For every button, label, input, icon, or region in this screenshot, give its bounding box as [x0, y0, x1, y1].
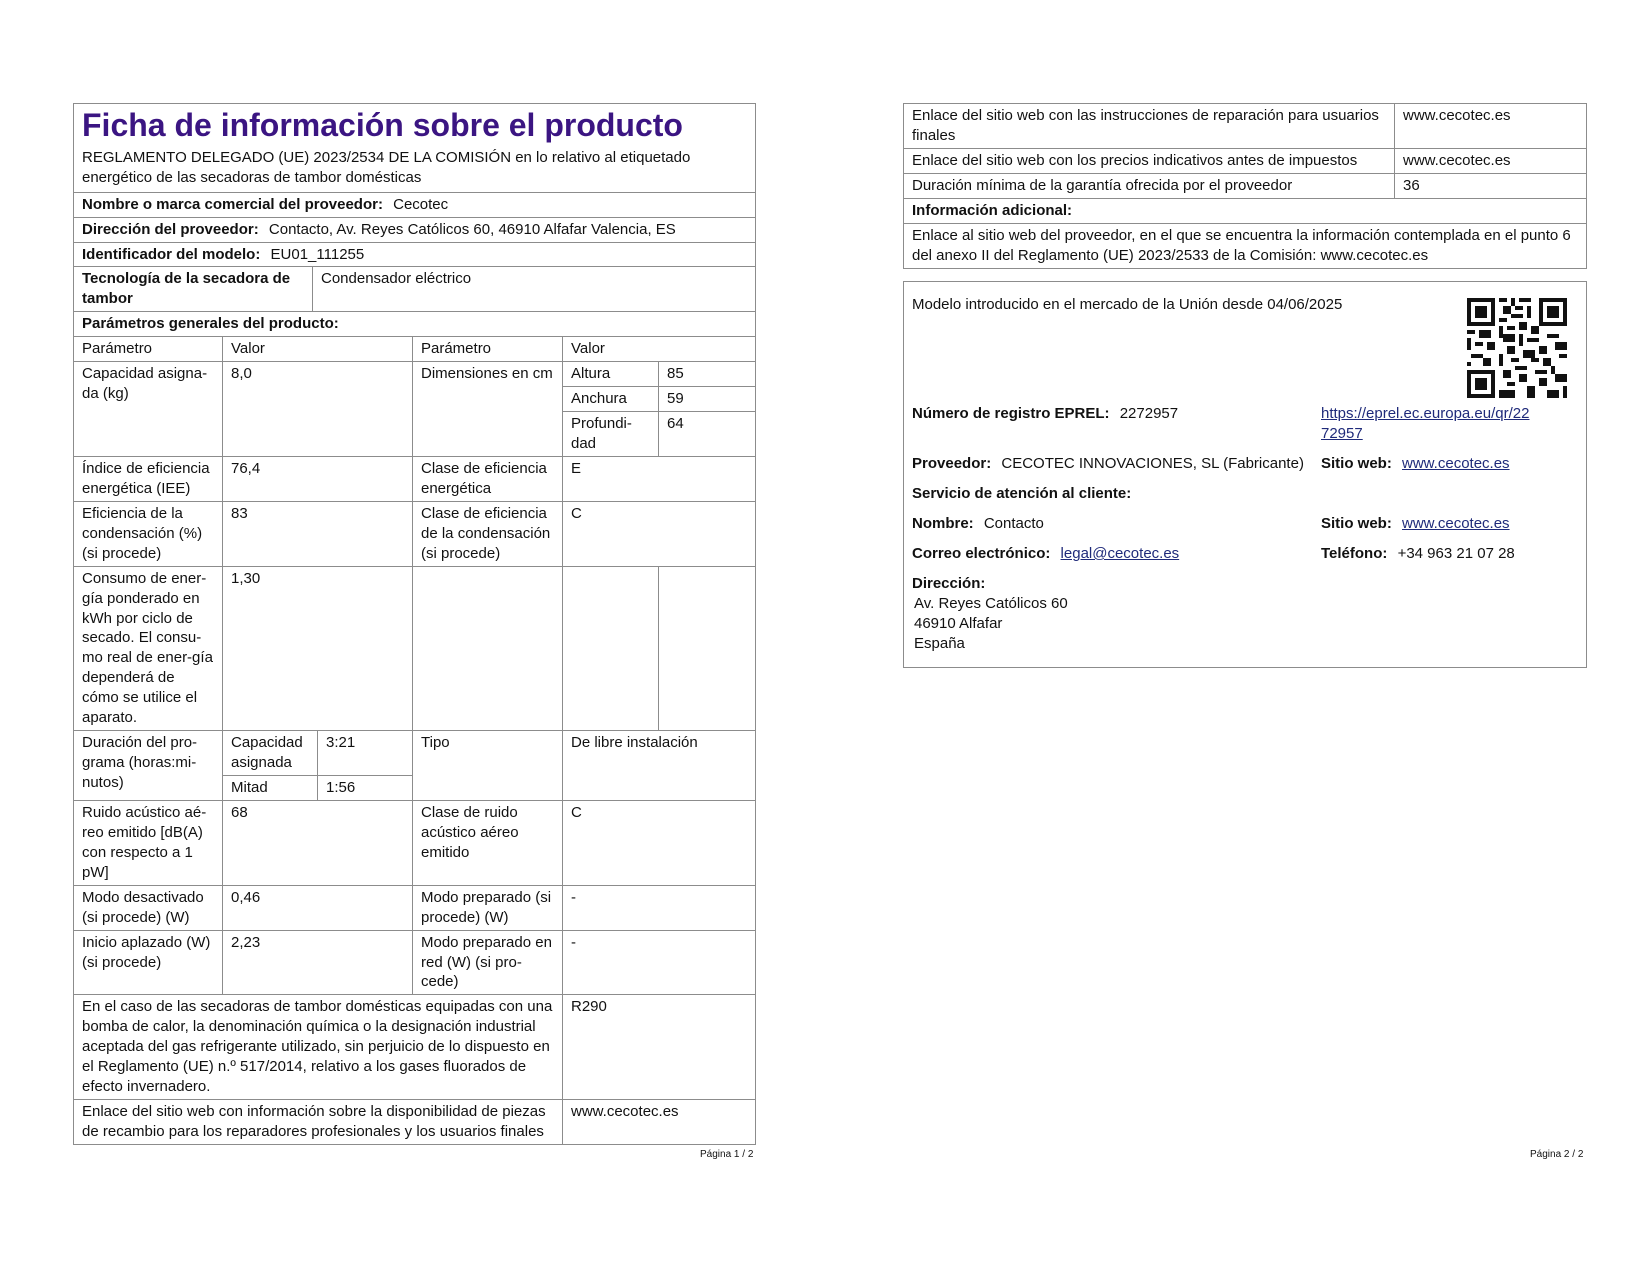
table-row [904, 198, 1587, 223]
address-value: Contacto, Av. Reyes Católicos 60, 46910 Alfafar Valencia, ES [268, 220, 676, 238]
table-row [74, 930, 756, 995]
page-number-2: Página 2 / 2 [1530, 1149, 1584, 1160]
email-row [912, 544, 1179, 564]
prices-value: www.cecotec.es [1395, 148, 1587, 173]
eei-value: 76,4 [223, 456, 413, 501]
noise-label: Ruido acústico aé-reo emitido [dB(A) con respecto a 1 pW] [74, 800, 223, 885]
empty-cell [659, 566, 756, 731]
network-label: Modo preparado en red (W) (si pro-cede) [413, 930, 563, 995]
table-row [904, 104, 1587, 149]
standby-value: - [563, 885, 756, 930]
cond-class-label: Clase de eficiencia de la condensación (si procede) [413, 501, 563, 566]
capacity-value: 8,0 [223, 362, 413, 457]
col-param-1: Parámetro [74, 337, 223, 362]
address-line-3: España [914, 635, 965, 652]
website-link[interactable]: www.cecotec.es [1402, 455, 1510, 472]
eprel-link[interactable] [1321, 404, 1529, 444]
model-label: Identificador del modelo: [82, 245, 261, 263]
eprel-row [912, 404, 1178, 424]
height-value: 85 [659, 362, 756, 387]
noise-value: 68 [223, 800, 413, 885]
table-row [904, 148, 1587, 173]
dimensions-label: Dimensiones en cm [413, 362, 563, 457]
cond-eff-value: 83 [223, 501, 413, 566]
col-param-2: Parámetro [413, 337, 563, 362]
refrigerant-label: En el caso de las secadoras de tambor domésticas equipadas con una bomba de calor, la denominación química o la designación industrial aceptada del gas refrigerante utilizado, sin perjuicio de lo dispuesto en el Reglamento (UE) n.º 517/2014, relativo a los gases fluorados de efecto invernadero. [74, 995, 563, 1100]
eprel-box [903, 281, 1587, 668]
width-value: 59 [659, 387, 756, 412]
tech-table [73, 266, 756, 337]
empty-cell [413, 566, 563, 731]
rated-cap-label: Capacidad asignada [223, 731, 318, 776]
page-2-info-table [903, 103, 1587, 269]
header-box [73, 103, 756, 267]
spare-parts-label: Enlace del sitio web con información sobre la disponibilidad de piezas de recambio para los reparadores profesionales y los usuarios finales [74, 1100, 563, 1145]
table-row [904, 173, 1587, 198]
table-header-row [74, 337, 756, 362]
col-value-2: Valor [563, 337, 756, 362]
page-title: Ficha de información sobre el producto [82, 107, 683, 143]
prices-label: Enlace del sitio web con los precios indicativos antes de impuestos [904, 148, 1395, 173]
model-value: EU01_111255 [270, 245, 365, 263]
regulation-text: REGLAMENTO DELEGADO (UE) 2023/2534 DE LA COMISIÓN en lo relativo al etiquetado energético de las secadoras de tambor domésticas [82, 148, 691, 186]
consumption-value: 1,30 [223, 566, 413, 731]
table-row [74, 362, 756, 387]
brand-label: Nombre o marca comercial del proveedor: [82, 195, 383, 213]
phone-row [1321, 544, 1515, 564]
half-label: Mitad [223, 776, 318, 801]
table-row [74, 800, 756, 885]
page-number-1: Página 1 / 2 [700, 1149, 754, 1160]
tech-label: Tecnología de la secadora de tambor [74, 267, 313, 312]
off-label: Modo desactivado (si procede) (W) [74, 885, 223, 930]
website-row [1321, 454, 1510, 474]
links-table [903, 103, 1587, 269]
tech-value: Condensador eléctrico [313, 267, 756, 312]
model-row [74, 243, 755, 267]
consumption-label: Consumo de ener-gía ponderado en kWh por ciclo de secado. El consu-mo real de ener-gía dependerá de cómo se utilice el aparato. [74, 566, 223, 731]
empty-cell [563, 566, 659, 731]
additional-text: Enlace al sitio web del proveedor, en el que se encuentra la información contemplada en el punto 6 del anexo II del Reglamento (UE) 2023/2533 de la Comisión: www.cecotec.es [904, 223, 1587, 268]
name-label: Nombre: [912, 515, 974, 532]
supplier-row [912, 454, 1304, 474]
website2-link[interactable]: www.cecotec.es [1402, 515, 1510, 532]
name-value: Contacto [983, 515, 1044, 532]
eprel-link-line-1[interactable]: https://eprel.ec.europa.eu/qr/22 [1321, 405, 1530, 422]
general-params-label: Parámetros generales del producto: [74, 312, 756, 337]
depth-value: 64 [659, 412, 756, 457]
capacity-label: Capacidad asigna-da (kg) [74, 362, 223, 457]
noise-class-value: C [563, 800, 756, 885]
table-row [74, 456, 756, 501]
type-label: Tipo [413, 731, 563, 801]
website2-label: Sitio web: [1321, 515, 1392, 532]
product-info-sheet-page-1 [73, 103, 756, 1145]
width-label: Anchura [563, 387, 659, 412]
name-row [912, 514, 1044, 534]
warranty-value: 36 [1395, 173, 1587, 198]
direction-label: Dirección: [912, 575, 986, 592]
market-date: Modelo introducido en el mercado de la Unión desde 04/06/2025 [912, 296, 1343, 313]
params-table [73, 336, 756, 1145]
energy-class-value: E [563, 456, 756, 501]
table-row [74, 885, 756, 930]
service-label: Servicio de atención al cliente: [912, 485, 1132, 502]
duration-label: Duración del pro-grama (horas:mi-nutos) [74, 731, 223, 801]
additional-label: Información adicional: [904, 198, 1587, 223]
repair-value: www.cecotec.es [1395, 104, 1587, 149]
table-row [74, 995, 756, 1100]
brand-row [74, 193, 755, 218]
col-value-1: Valor [223, 337, 413, 362]
eprel-label: Número de registro EPREL: [912, 405, 1110, 422]
address-line-2: 46910 Alfafar [914, 615, 1003, 632]
energy-class-label: Clase de eficiencia energética [413, 456, 563, 501]
cond-class-value: C [563, 501, 756, 566]
website2-row [1321, 514, 1510, 534]
height-label: Altura [563, 362, 659, 387]
eprel-link-line-2[interactable]: 72957 [1321, 424, 1363, 442]
type-value: De libre instalación [563, 731, 756, 801]
website-label: Sitio web: [1321, 455, 1392, 472]
delay-label: Inicio aplazado (W) (si procede) [74, 930, 223, 995]
repair-label: Enlace del sitio web con las instrucciones de reparación para usuarios finales [904, 104, 1395, 149]
standby-label: Modo preparado (si procede) (W) [413, 885, 563, 930]
spare-parts-value: www.cecotec.es [563, 1100, 756, 1145]
address-row [74, 218, 755, 243]
phone-value: +34 963 21 07 28 [1397, 545, 1515, 562]
address-line-1: Av. Reyes Católicos 60 [914, 595, 1068, 612]
brand-value: Cecotec [393, 195, 449, 213]
supplier-label: Proveedor: [912, 455, 992, 472]
depth-label: Profundi-dad [563, 412, 659, 457]
half-value: 1:56 [318, 776, 413, 801]
table-row [74, 731, 756, 776]
warranty-label: Duración mínima de la garantía ofrecida por el proveedor [904, 173, 1395, 198]
eei-label: Índice de eficiencia energética (IEE) [74, 456, 223, 501]
table-row [74, 501, 756, 566]
table-row [904, 223, 1587, 268]
refrigerant-value: R290 [563, 995, 756, 1100]
supplier-value: CECOTEC INNOVACIONES, SL (Fabricante) [1001, 455, 1304, 472]
qr-code-icon[interactable] [1467, 298, 1567, 398]
email-link[interactable]: legal@cecotec.es [1060, 545, 1180, 562]
table-row [74, 566, 756, 731]
rated-cap-value: 3:21 [318, 731, 413, 776]
delay-value: 2,23 [223, 930, 413, 995]
network-value: - [563, 930, 756, 995]
cond-eff-label: Eficiencia de la condensación (%) (si procede) [74, 501, 223, 566]
table-row [74, 1100, 756, 1145]
eprel-value: 2272957 [1119, 405, 1179, 422]
phone-label: Teléfono: [1321, 545, 1388, 562]
off-value: 0,46 [223, 885, 413, 930]
noise-class-label: Clase de ruido acústico aéreo emitido [413, 800, 563, 885]
email-label: Correo electrónico: [912, 545, 1051, 562]
address-label: Dirección del proveedor: [82, 220, 259, 238]
